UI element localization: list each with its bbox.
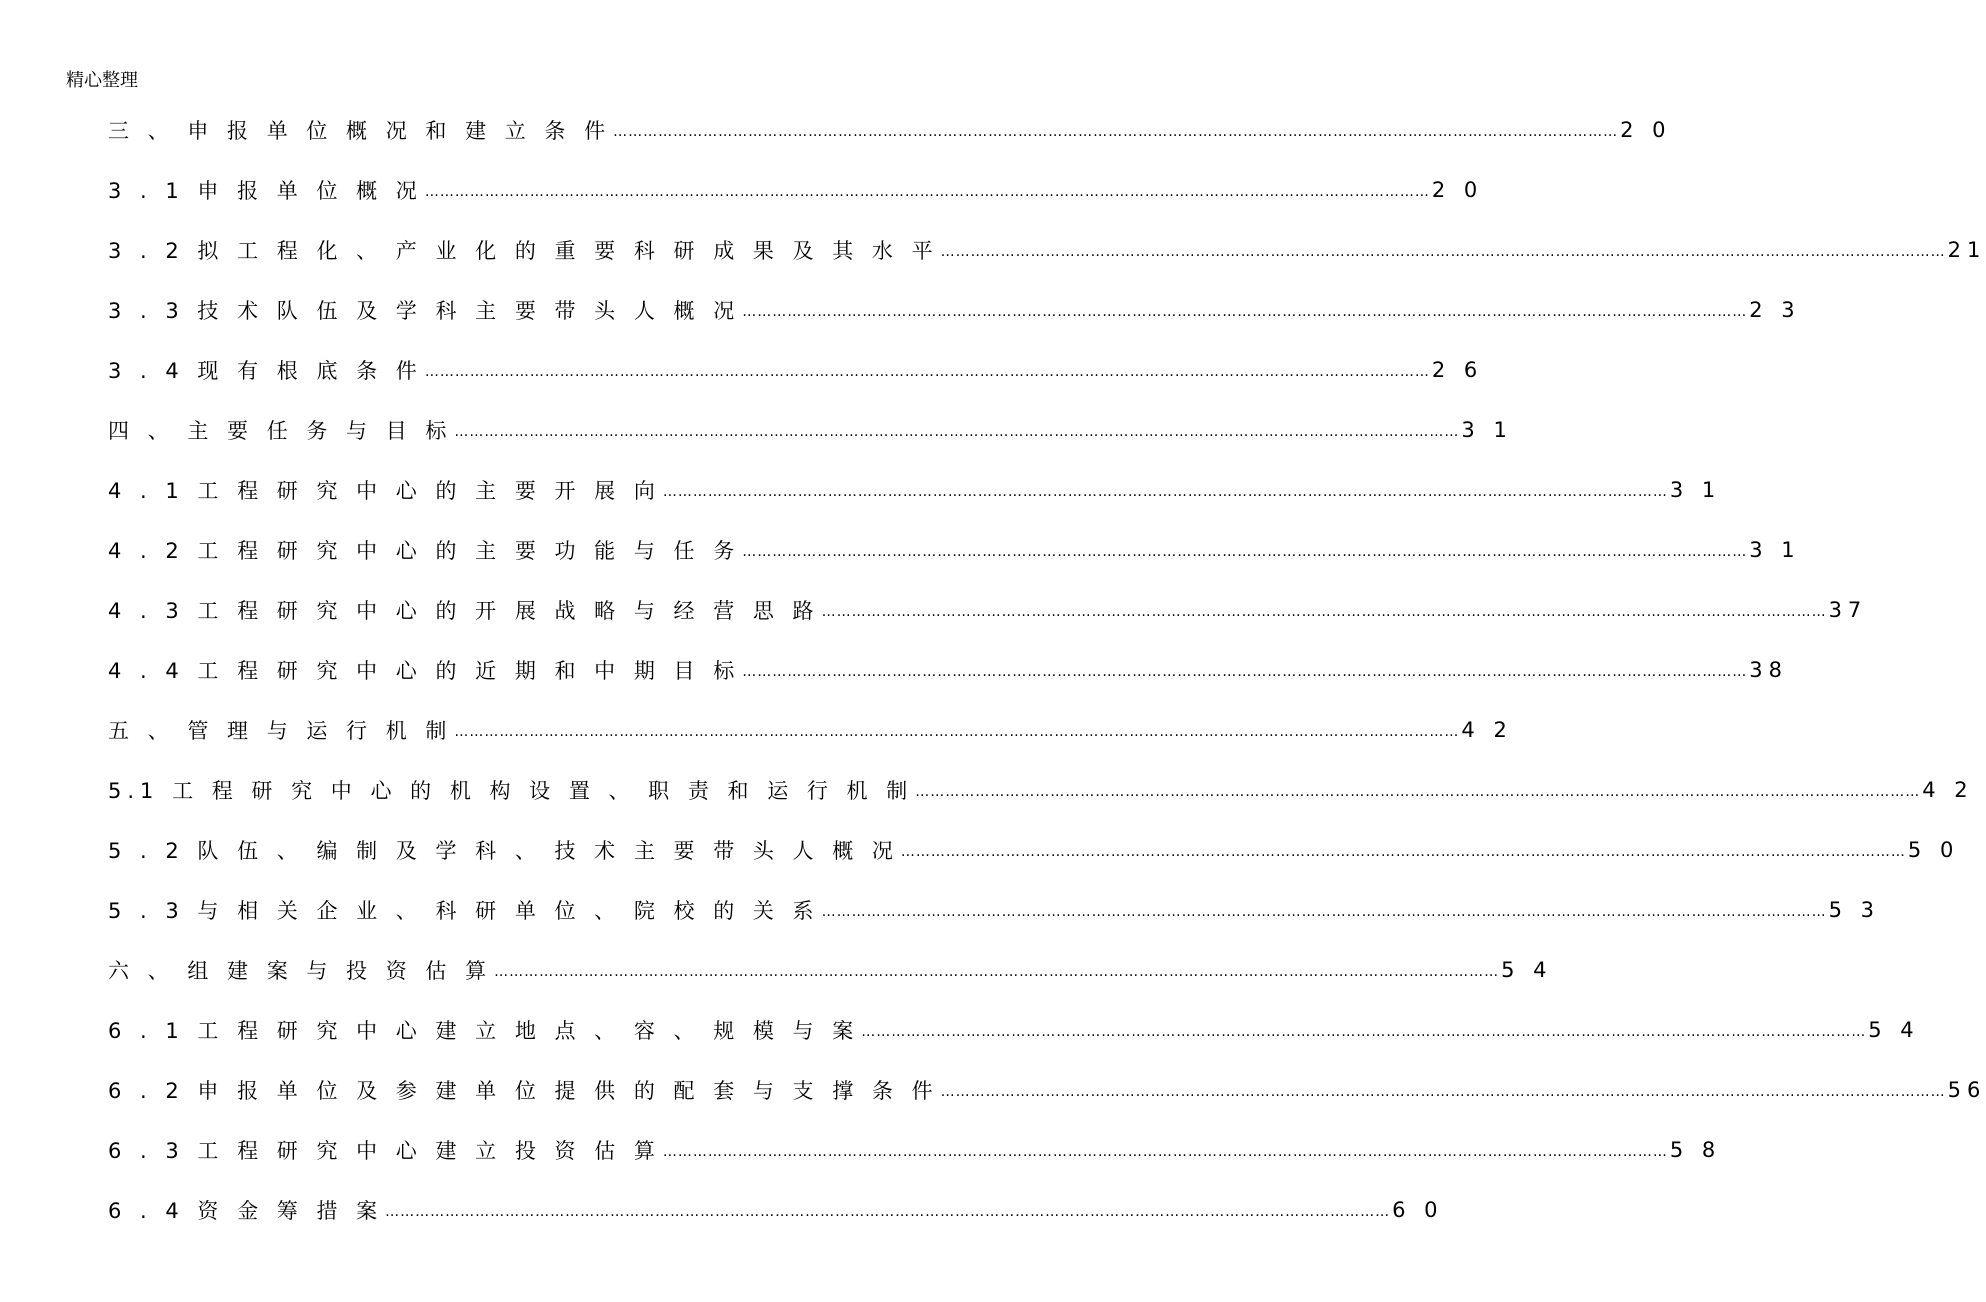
- toc-leader-dots: [452, 424, 1461, 440]
- toc-entry: [108, 1180, 1444, 1240]
- toc-entry-page: 21: [1947, 238, 1986, 262]
- toc-entry-page: 5 0: [1907, 838, 1960, 862]
- toc-entry-page: 37: [1828, 598, 1868, 622]
- toc-leader-dots: [939, 1084, 1948, 1100]
- toc-entry-page: 4 2: [1461, 718, 1513, 742]
- toc-entry-page: 3 1: [1669, 478, 1722, 502]
- toc-entry: [108, 580, 1868, 640]
- toc-entry: [108, 1000, 1920, 1060]
- toc-entry: [108, 220, 1986, 280]
- toc-leader-dots: [452, 724, 1461, 740]
- toc-entry: [108, 700, 1513, 760]
- toc-entry-page: 2 3: [1749, 298, 1801, 322]
- toc-entry-page: 3 1: [1749, 538, 1801, 562]
- toc-leader-dots: [423, 364, 1432, 380]
- toc-entry-title: 三 、 申 报 单 位 概 况 和 建 立 条 件: [108, 119, 612, 143]
- toc-entry-title: 6 . 3 工 程 研 究 中 心 建 立 投 资 估 算: [108, 1139, 661, 1163]
- toc-entry-page: 38: [1749, 658, 1788, 682]
- toc-entry-title: 四 、 主 要 任 务 与 目 标: [108, 419, 453, 443]
- toc-entry-title: 6 . 1 工 程 研 究 中 心 建 立 地 点 、 容 、 规 模 与 案: [108, 1019, 860, 1043]
- toc-entry-title: 3 . 4 现 有 根 底 条 件: [108, 359, 423, 383]
- toc-entry-title: 5.1 工 程 研 究 中 心 的 机 构 设 置 、 职 责 和 运 行 机 制: [108, 779, 914, 803]
- toc-entry-page: 5 3: [1828, 898, 1880, 922]
- toc-entry: [108, 100, 1672, 160]
- toc-entry: [108, 760, 1974, 820]
- toc-entry-page: 2 0: [1431, 178, 1484, 202]
- toc-entry-page: 2 0: [1620, 118, 1672, 142]
- toc-entry-page: 6 0: [1392, 1198, 1444, 1222]
- toc-entry: [108, 820, 1960, 880]
- toc-leader-dots: [820, 604, 1829, 620]
- toc-entry-title: 4 . 2 工 程 研 究 中 心 的 主 要 功 能 与 任 务: [108, 539, 741, 563]
- toc-leader-dots: [820, 904, 1829, 920]
- toc-leader-dots: [661, 1144, 1670, 1160]
- toc-entry: [108, 460, 1722, 520]
- toc-entry-title: 五 、 管 理 与 运 行 机 制: [108, 719, 453, 743]
- toc-leader-dots: [899, 844, 1908, 860]
- toc-leader-dots: [939, 244, 1948, 260]
- toc-entry-title: 5 . 2 队 伍 、 编 制 及 学 科 、 技 术 主 要 带 头 人 概 况: [108, 839, 899, 863]
- toc-entry: [108, 1060, 1986, 1120]
- toc-entry-title: 3 . 2 拟 工 程 化 、 产 业 化 的 重 要 科 研 成 果 及 其 水 平: [108, 239, 939, 263]
- toc-leader-dots: [913, 784, 1922, 800]
- toc-leader-dots: [661, 484, 1670, 500]
- toc-entry: [108, 280, 1801, 340]
- toc-entry-title: 3 . 1 申 报 单 位 概 况: [108, 179, 423, 203]
- toc-entry: [108, 340, 1484, 400]
- toc-entry-page: 4 2: [1922, 778, 1974, 802]
- toc-leader-dots: [740, 304, 1749, 320]
- toc-leader-dots: [383, 1204, 1392, 1220]
- toc-entry-title: 4 . 1 工 程 研 究 中 心 的 主 要 开 展 向: [108, 479, 661, 503]
- toc-entry-title: 6 . 2 申 报 单 位 及 参 建 单 位 提 供 的 配 套 与 支 撑 条 件: [108, 1079, 939, 1103]
- toc-entry-page: 5 4: [1868, 1018, 1920, 1042]
- toc-entry-page: 3 1: [1461, 418, 1513, 442]
- toc-leader-dots: [611, 124, 1620, 140]
- toc-entry: [108, 640, 1788, 700]
- table-of-contents: [108, 100, 1986, 1240]
- toc-entry-page: 2 6: [1431, 358, 1484, 382]
- toc-entry: [108, 880, 1880, 940]
- toc-leader-dots: [859, 1024, 1868, 1040]
- toc-leader-dots: [423, 184, 1432, 200]
- toc-entry-title: 3 . 3 技 术 队 伍 及 学 科 主 要 带 头 人 概 况: [108, 299, 741, 323]
- toc-entry-title: 5 . 3 与 相 关 企 业 、 科 研 单 位 、 院 校 的 关 系: [108, 899, 820, 923]
- toc-entry-page: 5 4: [1501, 958, 1553, 982]
- toc-entry: [108, 1120, 1722, 1180]
- toc-entry-title: 4 . 3 工 程 研 究 中 心 的 开 展 战 略 与 经 营 思 路: [108, 599, 820, 623]
- toc-leader-dots: [492, 964, 1501, 980]
- toc-leader-dots: [740, 544, 1749, 560]
- toc-entry: [108, 160, 1484, 220]
- toc-leader-dots: [740, 664, 1749, 680]
- toc-entry-page: 56: [1947, 1078, 1986, 1102]
- header-note: 精心整理: [66, 70, 138, 91]
- toc-entry: [108, 940, 1553, 1000]
- toc-entry-page: 5 8: [1669, 1138, 1722, 1162]
- toc-entry-title: 6 . 4 资 金 筹 措 案: [108, 1199, 384, 1223]
- toc-entry-title: 六 、 组 建 案 与 投 资 估 算: [108, 959, 493, 983]
- toc-entry: [108, 520, 1801, 580]
- toc-entry: [108, 400, 1513, 460]
- toc-entry-title: 4 . 4 工 程 研 究 中 心 的 近 期 和 中 期 目 标: [108, 659, 741, 683]
